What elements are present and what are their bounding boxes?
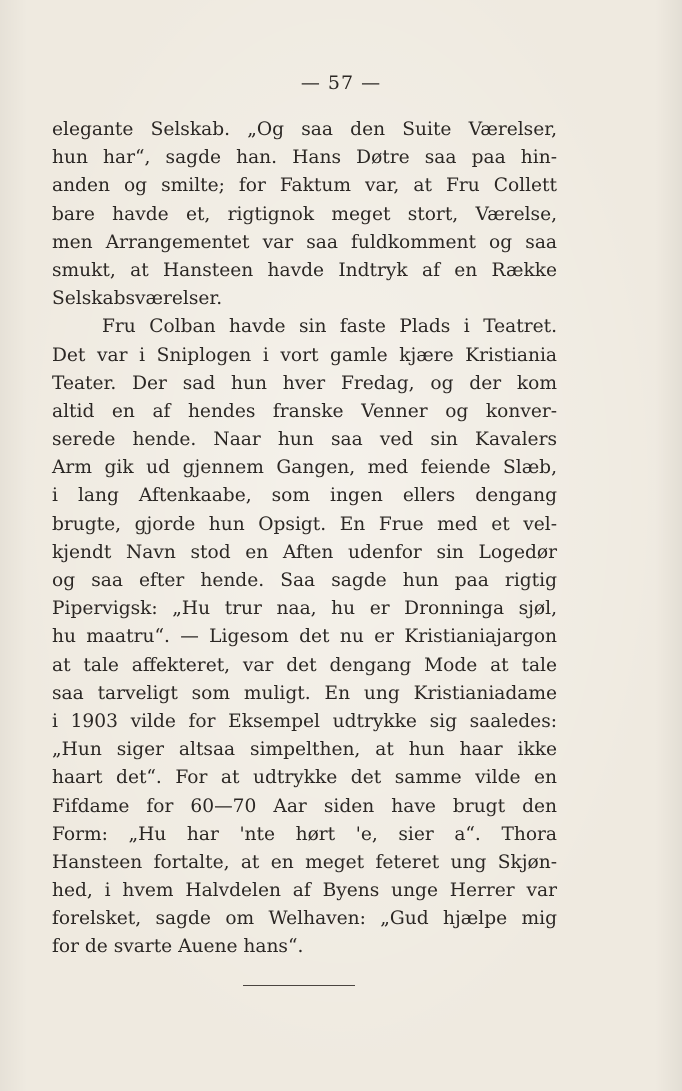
text-line: Hansteen fortalte, at en meget feteret ung Skjøn- — [52, 851, 557, 873]
text-line: anden og smilte; for Faktum var, at Fru Collett — [52, 175, 557, 197]
text-line: i lang Aftenkaabe, som ingen ellers dengang — [52, 485, 557, 507]
text-line: elegante Selskab. „Og saa den Suite Værelser, — [52, 119, 557, 140]
text-line: men Arrangementet var saa fuldkomment og saa — [52, 231, 557, 253]
text-line: og saa efter hende. Saa sagde hun paa rigtig — [52, 570, 557, 591]
text-line: hu maatru“. — Ligesom det nu er Kristianiajargon — [52, 626, 557, 648]
text-line: „Hun siger altsaa simpelthen, at hun haar ikke — [52, 739, 557, 761]
text-line: hed, i hvem Halvdelen af Byens unge Herrer var — [52, 880, 557, 902]
text-line: Pipervigsk: „Hu trur naa, hu er Dronninga sjøl, — [52, 598, 557, 620]
text-line: haart det“. For at udtrykke det samme vilde en — [52, 767, 557, 789]
text-line: Form: „Hu har 'nte hørt 'e, sier a“. Thora — [52, 823, 557, 845]
paragraph-start-line: Fru Colban havde sin faste Plads i Teatret. — [102, 316, 557, 338]
text-line: at tale affekteret, var det dengang Mode at tale — [52, 654, 557, 676]
text-line: Fifdame for 60—70 Aar siden have brugt den — [52, 795, 557, 817]
text-line: Det var i Sniplogen i vort gamle kjære Kristiania — [52, 344, 557, 366]
text-line: hun har“, sagde han. Hans Døtre saa paa hin- — [52, 147, 557, 169]
page-number: — 57 — — [300, 72, 382, 94]
text-line: forelsket, sagde om Welhaven: „Gud hjælpe mig — [52, 908, 557, 930]
paragraph-end-line: Selskabsværelser. — [52, 288, 223, 310]
text-line: Teater. Der sad hun hver Fredag, og der kom — [52, 372, 557, 394]
text-line: kjendt Navn stod en Aften udenfor sin Logedør — [52, 541, 557, 563]
text-line: bare havde et, rigtignok meget stort, Værelse, — [52, 203, 557, 225]
text-line: Arm gik ud gjennem Gangen, med feiende Slæb, — [52, 457, 557, 479]
paragraph-end-line: for de svarte Auene hans“. — [52, 936, 304, 958]
text-line: brugte, gjorde hun Opsigt. En Frue med et vel- — [52, 513, 557, 535]
section-end-rule — [243, 985, 355, 986]
text-line: saa tarveligt som muligt. En ung Kristianiadame — [52, 682, 557, 704]
text-line: i 1903 vilde for Eksempel udtrykke sig saaledes: — [52, 710, 557, 732]
text-line: serede hende. Naar hun saa ved sin Kavalers — [52, 429, 557, 451]
body-text — [52, 116, 557, 962]
text-line: smukt, at Hansteen havde Indtryk af en Række — [52, 259, 557, 281]
text-line: altid en af hendes franske Venner og konver- — [52, 400, 557, 422]
